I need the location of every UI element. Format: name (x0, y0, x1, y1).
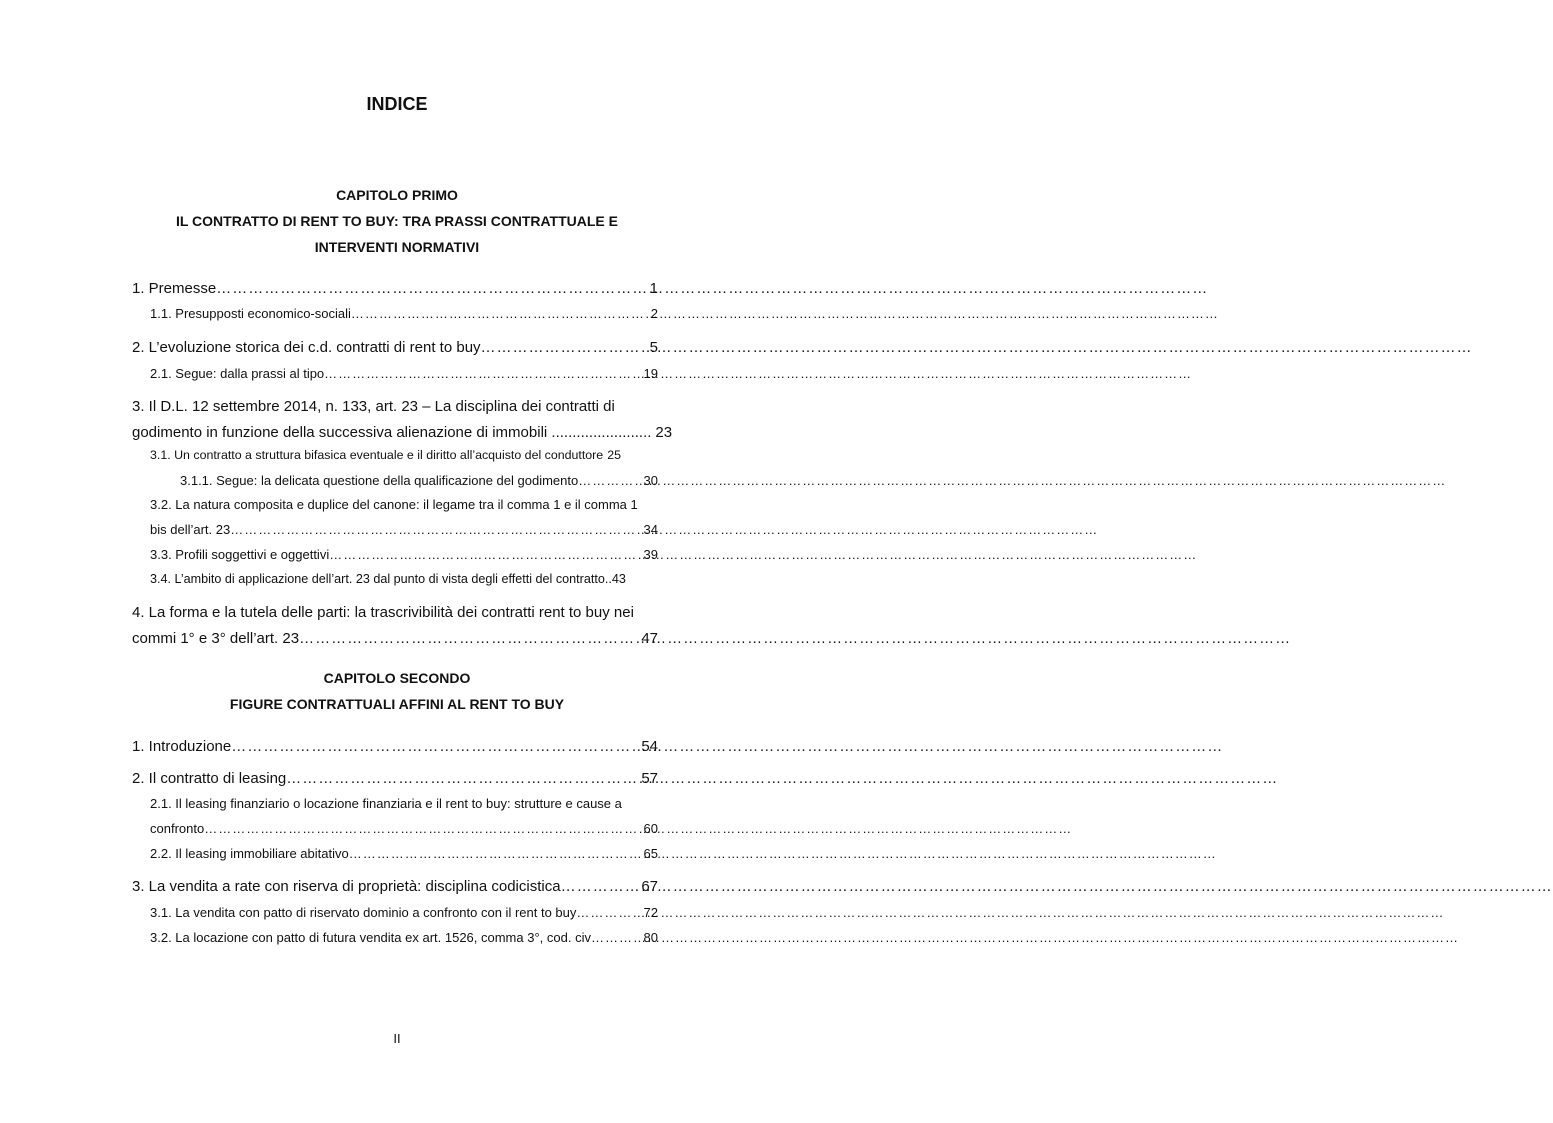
dot-leader (299, 630, 641, 647)
toc-entry-1-1[interactable] (150, 306, 658, 321)
dot-leader (576, 905, 643, 920)
toc-entry-text: 2.2. Il leasing immobiliare abitativo (150, 846, 349, 861)
toc-entry-page: 67 (641, 878, 658, 895)
toc-entry-c2-2-1-line1[interactable]: 2.1. Il leasing finanziario o locazione finanziaria e il rent to buy: strutture e cause a (150, 796, 622, 811)
toc-entry-c2-3-2[interactable] (150, 930, 658, 945)
toc-entry-c2-2-2[interactable] (150, 846, 658, 861)
toc-entry-page: 34 (643, 522, 658, 537)
page-number: II (393, 1031, 401, 1046)
dot-leader (286, 770, 641, 787)
dot-leader (216, 280, 649, 297)
toc-entry-c2-3[interactable] (132, 878, 658, 895)
toc-entry-text: 3.3. Profili soggettivi e oggettivi (150, 547, 330, 562)
toc-entry-1-premesse[interactable] (132, 280, 658, 297)
page-title: INDICE (366, 94, 428, 114)
toc-entry-3[interactable] (132, 424, 673, 441)
toc-entry-text: 2. L’evoluzione storica dei c.d. contratti di rent to buy (132, 339, 481, 356)
toc-entry-3-1-1[interactable] (180, 473, 658, 488)
toc-entry-text: bis dell’art. 23 (150, 522, 231, 537)
toc-entry-3-3[interactable] (150, 547, 658, 562)
chapter2-label: CAPITOLO SECONDO (323, 670, 471, 686)
chapter1-title-line1: IL CONTRATTO DI RENT TO BUY: TRA PRASSI CONTRATTUALE E (175, 213, 619, 229)
toc-entry-3-2[interactable] (150, 522, 658, 537)
toc-entry-page: 47 (641, 630, 658, 647)
dot-leader (561, 878, 642, 895)
toc-entry-page: 43 (611, 572, 626, 586)
toc-entry-3-1[interactable] (150, 448, 658, 462)
toc-entry-page: 60 (643, 821, 658, 836)
dot-leader (204, 821, 643, 836)
toc-entry-text: commi 1° e 3° dell’art. 23 (132, 630, 300, 647)
dot-leader (351, 306, 651, 321)
dot-leader (329, 547, 643, 562)
chapter1-title-line2: INTERVENTI NORMATIVI (314, 239, 480, 255)
toc-entry-text: 1. Introduzione (132, 738, 232, 755)
toc-entry-2[interactable] (132, 339, 658, 356)
toc-entry-page: 30 (643, 473, 658, 488)
toc-entry-4-line1[interactable]: 4. La forma e la tutela delle parti: la trascrivibilità dei contratti rent to buy nei (132, 604, 634, 621)
toc-entry-c2-2[interactable] (132, 770, 658, 787)
toc-entry-page: 1 (649, 280, 658, 297)
toc-entry-text: 2.1. Segue: dalla prassi al tipo (150, 366, 325, 381)
chapter1-label: CAPITOLO PRIMO (336, 187, 458, 203)
toc-entry-text: godimento in funzione della successiva alienazione di immobili ........................ (132, 424, 652, 441)
toc-entry-4[interactable] (132, 630, 658, 647)
dot-leader (324, 366, 643, 381)
toc-entry-c2-3-1[interactable] (150, 905, 658, 920)
toc-entry-text: confronto (150, 821, 205, 836)
toc-entry-page: 54 (641, 738, 658, 755)
toc-entry-text: 3.1. La vendita con patto di riservato dominio a confronto con il rent to buy (150, 905, 577, 920)
toc-entry-page: 80 (643, 930, 658, 945)
toc-entry-page: 19 (643, 366, 658, 381)
toc-entry-page: 72 (643, 905, 658, 920)
toc-entry-page: 23 (655, 424, 673, 441)
toc-entry-text: 3. La vendita a rate con riserva di proprietà: disciplina codicistica (132, 878, 561, 895)
toc-entry-3-4[interactable] (150, 572, 658, 586)
toc-entry-text: 3.1.1. Segue: la delicata questione della qualificazione del godimento (180, 473, 579, 488)
chapter2-title-line1: FIGURE CONTRATTUALI AFFINI AL RENT TO BUY (229, 696, 565, 712)
toc-entry-text: 1.1. Presupposti economico-sociali (150, 306, 351, 321)
dot-leader (230, 522, 643, 537)
toc-entry-page: 39 (643, 547, 658, 562)
toc-entry-3-line1[interactable]: 3. Il D.L. 12 settembre 2014, n. 133, art. 23 – La disciplina dei contratti di (132, 398, 615, 415)
dot-leader (591, 930, 644, 945)
dot-leader (231, 738, 641, 755)
toc-entry-3-2-line1[interactable]: 3.2. La natura composita e duplice del canone: il legame tra il comma 1 e il comma 1 (150, 497, 638, 512)
toc-entry-text: 2. Il contratto di leasing (132, 770, 287, 787)
toc-entry-c2-2-1[interactable] (150, 821, 658, 836)
toc-entry-page: 65 (643, 846, 658, 861)
toc-entry-text: 3.1. Un contratto a struttura bifasica eventuale e il diritto all’acquisto del conduttore (150, 448, 604, 462)
toc-entry-page: 25 (607, 448, 621, 462)
toc-entry-2-1[interactable] (150, 366, 658, 381)
dot-leader (349, 846, 644, 861)
toc-entry-text: 3.2. La locazione con patto di futura vendita ex art. 1526, comma 3°, cod. civ (150, 930, 591, 945)
toc-entry-page: 2 (650, 306, 658, 321)
toc-entry-page: 57 (641, 770, 658, 787)
toc-entry-page: 5 (649, 339, 658, 356)
toc-entry-text: 3.4. L’ambito di applicazione dell’art. 23 dal punto di vista degli effetti del contratto.. (150, 572, 612, 586)
toc-entry-text: 1. Premesse (132, 280, 217, 297)
dot-leader (481, 339, 650, 356)
dot-leader (578, 473, 643, 488)
toc-entry-c2-1[interactable] (132, 738, 658, 755)
